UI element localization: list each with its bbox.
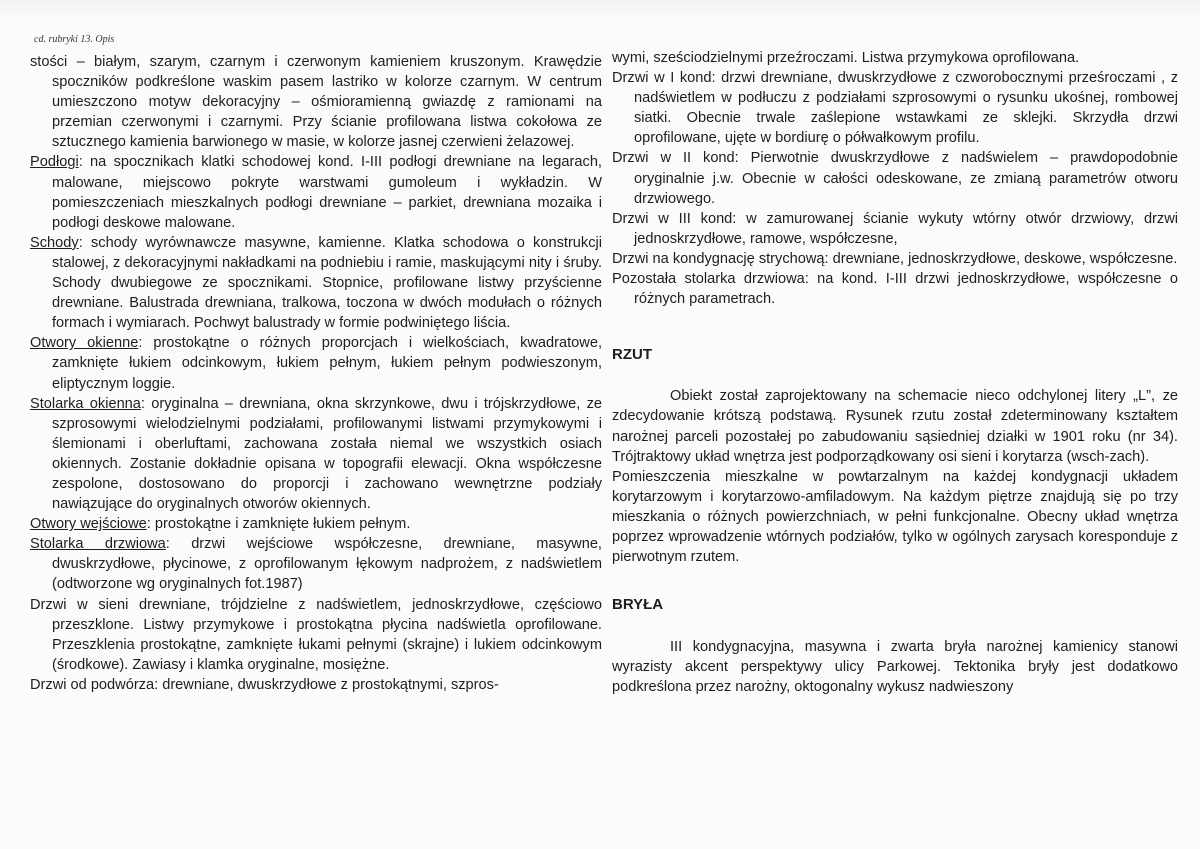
paragraph-hall-door: Drzwi w sieni drewniane, trójdzielne z nadświetlem, jednoskrzydłowe, częściowo przeszklone. Listwy przymykowe i prostokątna płycina nadświetla oprofilowane. Przeszklenia prostokątne, zamknięte łukami pełnymi (skrajne) i lukiem odcinkowym (środkowe). Zawiasy i klamka oryginalne, mosiężne. [30,596,602,673]
heading-rzut: RZUT [612,346,652,364]
paragraph-entry-openings [30,514,602,534]
paragraph-yard-door-cont: wymi, sześciodzielnymi przeźroczami. Listwa przymykowa oprofilowana. [612,50,1080,66]
paragraph-stairs [30,233,602,333]
label-door-joinery: Stolarka drzwiowa [30,536,166,553]
label-floors: Podłogi [30,154,79,171]
paragraph-rzut-2: Pomieszczenia mieszkalne w powtarzalnym na każdej kondygnacji układem korytarzowym i korytarzowo-amfiladowym. Na każdym piętrze znajdują się po trzy mieszkania o różnych powierzchniach, w pełni funkcjonalne. Obecny układ wnętrza poprzez wprowadzenie wtórnych podziałów, tylko w ogólnych zarysach koresponduje z pierwotnym rzutem. [612,468,1178,566]
paragraph-window-joinery [30,394,602,515]
paragraph-door-rest: Pozostała stolarka drzwiowa: na kond. I-III drzwi jednoskrzydłowe, współczesne o różnych parametrach. [612,271,1178,308]
text-stairs: : schody wyrównawcze masywne, kamienne. Klatka schodowa o konstrukcji stalowej, z dekoracyjnymi nakładkami na podniebiu i ramie, maskującymi nity i śruby. Schody dwubiegowe ze spocznikami. Stopnice, profilowane listwy przyścienne drewniane. Balustrada drewniana, tralkowa, toczona w dwóch modułach o różnych formach i wymiarach. Pochwyt balustrady w formie podwiniętego liścia. [52,234,602,332]
paragraph-bryla-1: III kondygnacyjna, masywna i zwarta bryła narożnej kamienicy stanowi wyrazisty akcent perspektywy ulicy Parkowej. Tektonika bryły jest dodatkowo podkreślona przez narożny, oktogonalny wykusz nadwieszony [612,639,1178,696]
paragraph-continuation: stości – białym, szarym, czarnym i czerwonym kamieniem kruszonym. Krawędzie spoczników podkreślone waskim pasem lastriko w kolorze czarnym. W centrum umieszczono motyw dekoracyjny – ośmioramienną gwiazdę z ramionami na przemian czerwonymi i czarnymi. Przy ścianie profilowana listwa cokołowa ze sztucznego kamienia barwionego w masie, w kolorze jasnej czerwieni żelazowej. [30,54,602,151]
text-windows: : prostokątne o różnych proporcjach i wielkościach, kwadratowe, zamknięte łukiem odcinkowym, łukiem pełnym, łukiem pełnym podwieszonym, eliptycznym loggie. [52,335,602,392]
label-entry-openings: Otwory wejściowe [30,516,147,533]
text-floors: : na spocznikach klatki schodowej kond. I-III podłogi drewniane na legarach, malowane, miejscowo pokryte warstwami gumoleum i wykładzin. W pomieszczeniach mieszkalnych podłogi drewniane – parkiet, drewniana mozaika i podłogi deskowe malowane. [52,154,602,231]
text-entry-openings: : prostokątne i zamknięte łukiem pełnym. [146,516,411,533]
section-crumb: cd. rubryki 13. Opis [34,34,115,45]
text-door-joinery: : drzwi wejściowe współczesne, drewniane, masywne, dwuskrzydłowe, płycinowe, z oprofilowanym łękowym nadprożem, z nadświetlem (odtworzone wg oryginalnych fot.1987) [52,536,602,593]
paragraph-door-joinery [30,534,602,594]
paragraph-windows [30,333,602,393]
paragraph-door-floor-2: Drzwi w II kond: Pierwotnie dwuskrzydłowe z nadświelem – prawdopodobnie oryginalnie j.w. Obecnie w całości odeskowane, ze zmianą parametrów otworu drzwiowego. [612,150,1178,207]
heading-bryla: BRYŁA [612,596,664,614]
paragraph-door-floor-3: Drzwi w III kond: w zamurowanej ścianie wykuty wtórny otwór drzwiowy, drzwi jednoskrzydłowe, ramowe, współczesne, [612,210,1178,247]
right-column [612,48,1178,698]
paragraph-floors [30,152,602,232]
paragraph-door-attic: Drzwi na kondygnację strychową: drewniane, jednoskrzydłowe, deskowe, współczesne. [612,250,1178,267]
label-stairs: Schody [30,234,79,251]
paragraph-rzut-1: Obiekt został zaprojektowany na schemacie nieco odchylonej litery „L”, ze zdecydowanie krótszą podstawą. Rysunek rzutu został zdeterminowany kształtem narożnej parceli pozostałej po zabudowaniu sąsiedniej działki w 1901 roku (nr 34). Trójtraktowy układ wnętrza jest podporządkowany osi sieni i korytarza (wsch-zach). [612,388,1178,465]
paragraph-door-floor-1: Drzwi w I kond: drzwi drewniane, dwuskrzydłowe z czworobocznymi prześroczami , z nadświetlem w podłuczu z podziałami szprosowymi o rysunku ukośnej, rombowej siatki. Obecnie trwale zaślepione wstawkami ze sklejki. Skrzydła drzwi oprofilowane, ujęte w bordiurę o półwałkowym profilu. [612,70,1178,147]
paragraph-yard-door: Drzwi od podwórza: drewniane, dwuskrzydłowe z prostokątnymi, szpros- [30,676,499,693]
left-column [30,52,602,695]
text-window-joinery: : oryginalna – drewniana, okna skrzynkowe, dwu i trójskrzydłowe, ze szprosowymi wielodzielnymi podziałami, profilowanymi listwami przymykowymi i ślemionami i oberluftami, zachowana została niemal we wszystkich osiach okiennych. Zostanie dokładnie opisana w topografii elewacji. Okna współczesne zespolone, dostosowano do proporcji i zachowano wewnętrzne podziały nawiązujące do oryginalnych otworów okiennych. [52,395,602,513]
label-window-joinery: Stolarka okienna [30,395,141,412]
label-windows: Otwory okienne [30,335,139,352]
